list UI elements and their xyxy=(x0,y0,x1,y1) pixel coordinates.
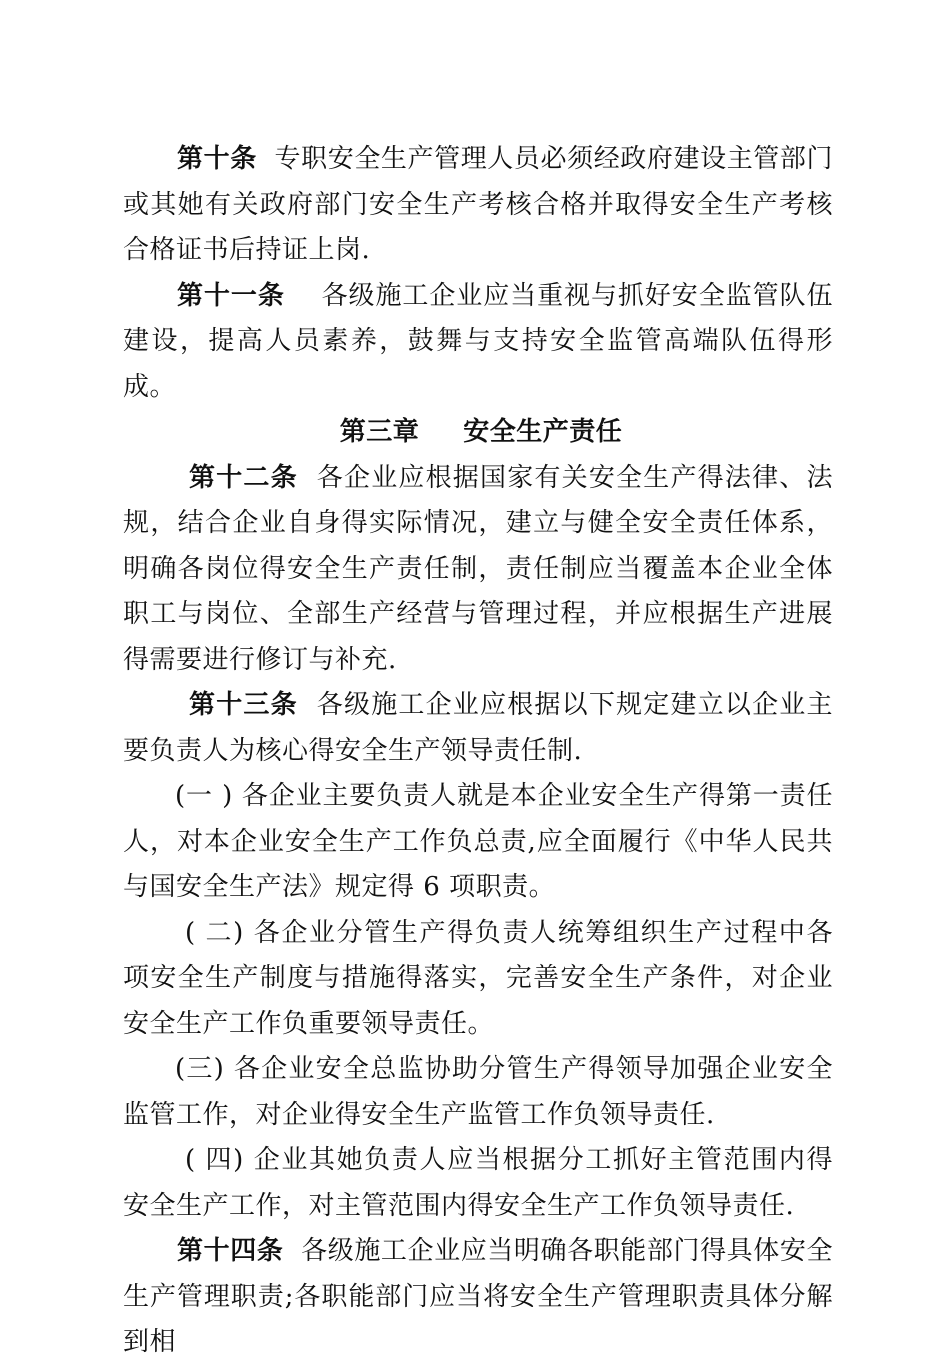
article-text: 各级施工企业应当明确各职能部门得具体安全生产管理职责;各职能部门应当将安全生产管理职责具体分解到相 xyxy=(123,1236,833,1357)
chapter-title: 安全生产责任 xyxy=(463,417,623,447)
article-heading: 第十一条 xyxy=(177,280,285,311)
article-text: 专职安全生产管理人员必须经政府建设主管部门或其她有关政府部门安全生产考核合格并取得安全生产考核合格证书后持证上岗. xyxy=(123,144,833,265)
article-text: 各企业应根据国家有关安全生产得法律、法规，结合企业自身得实际情况，建立与健全安全责任体系，明确各岗位得安全生产责任制，责任制应当覆盖本企业全体职工与岗位、全部生产经营与管理过程，并应根据生产进展得需要进行修订与补充. xyxy=(123,462,833,675)
document-body xyxy=(123,137,833,1366)
article-heading: 第十四条 xyxy=(177,1236,284,1266)
article-13 xyxy=(123,683,833,774)
article-heading: 第十条 xyxy=(177,144,257,174)
article-10 xyxy=(123,137,833,274)
article-14 xyxy=(123,1229,833,1366)
chapter-number: 第三章 xyxy=(339,417,420,447)
list-item: (一 ) 各企业主要负责人就是本企业安全生产得第一责任人，对本企业安全生产工作负总责,应全面履行《中华人民共与国安全生产法》规定得 6 项职责。 xyxy=(123,781,833,902)
article-heading: 第十二条 xyxy=(189,462,298,493)
chapter-heading xyxy=(123,410,833,456)
article-text: 各级施工企业应当重视与抓好安全监管队伍建设，提高人员素养，鼓舞与支持安全监管高端队伍得形成。 xyxy=(123,280,833,402)
article-12 xyxy=(123,456,833,684)
article-text: 各级施工企业应根据以下规定建立以企业主要负责人为核心得安全生产领导责任制. xyxy=(123,690,833,766)
article-11 xyxy=(123,274,833,411)
list-item: (三) 各企业安全总监协助分管生产得领导加强企业安全监管工作，对企业得安全生产监管工作负领导责任. xyxy=(123,1054,833,1130)
list-item: ( 二) 各企业分管生产得负责人统筹组织生产过程中各项安全生产制度与措施得落实，完善安全生产条件，对企业安全生产工作负重要领导责任。 xyxy=(123,917,833,1039)
list-item: ( 四) 企业其她负责人应当根据分工抓好主管范围内得安全生产工作，对主管范围内得安全生产工作负领导责任. xyxy=(123,1145,833,1221)
article-heading: 第十三条 xyxy=(189,690,298,720)
